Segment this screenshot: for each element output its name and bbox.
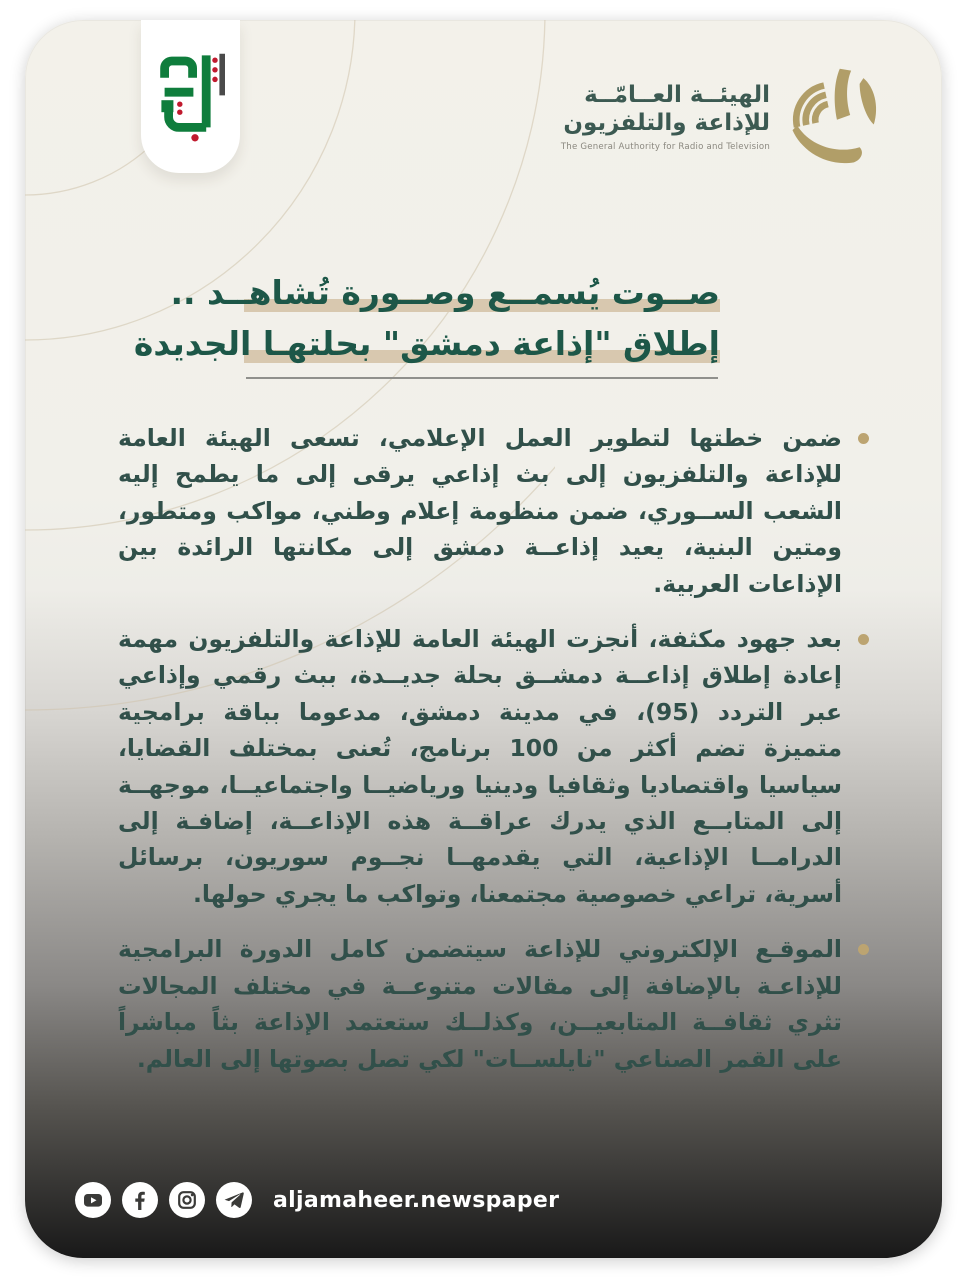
article-body — [118, 420, 842, 1096]
authority-name — [561, 81, 770, 152]
aljamaheer-logo-badge — [141, 20, 240, 173]
paragraph-3: الموقـع الإلكتروني للإذاعة سيتضمن كامل الدورة البرامجية للإذاعـة بالإضافة إلى مقالات متنوعــة في مختلف المجالات تثري ثقافــة المتابعيــن، وكذلــك ستعتمد الإذاعة بثاً مباشراً على القمر الصناعي "نايلســات" لكي تصل بصوتها إلى العالم. — [118, 931, 842, 1077]
bullet-dot — [858, 944, 869, 955]
facebook-icon[interactable] — [122, 1182, 158, 1218]
authority-name-line1: الهيئــة العــامّــة — [584, 81, 770, 108]
article-title-line1: صــوت يُسمــع وصــورة تُشاهــد .. — [170, 273, 720, 312]
paragraph-1: ضمن خطتها لتطوير العمل الإعلامي، تسعى الهيئة العامة للإذاعة والتلفزيون إلى بث إذاعي يرقى إلى ما يطمح إليه الشعب الســوري، ضمن منظومة إعلام وطني، مواكب ومتطور، ومتين البنية، يعيد إذاعــة دمشق إلى مكانتها الرائدة بين الإذاعات العربية. — [118, 420, 842, 602]
authority-logo — [561, 62, 888, 170]
authority-radio-tv-icon — [784, 62, 888, 170]
bullet-dot — [858, 634, 869, 645]
title-divider — [246, 377, 718, 379]
telegram-icon[interactable] — [216, 1182, 252, 1218]
youtube-icon[interactable] — [75, 1182, 111, 1218]
authority-name-english: The General Authority for Radio and Television — [560, 141, 770, 152]
instagram-icon[interactable] — [169, 1182, 205, 1218]
authority-name-line2: للإذاعة والتلفزيون — [563, 109, 770, 136]
bullet-dot — [858, 433, 869, 444]
article-title-line2: إطلاق "إذاعة دمشق" بحلتهـا الجديدة — [133, 324, 720, 363]
article-title — [133, 267, 720, 369]
paragraph-2: بعد جهود مكثفة، أنجزت الهيئة العامة للإذاعة والتلفزيون مهمة إعادة إطلاق إذاعــة دمشــق بحلة جديــدة، ببث رقمي وإذاعي عبر التردد (95)، في مدينة دمشق، مدعوما بباقة برامجية متميزة تضم أكثر من 100 برنامج، تُعنى بمختلف القضايا، سياسيا واقتصاديا وثقافيا ودينيا ورياضيــا واجتماعيــا، موجهــة إلى المتابــع الذي يدرك عراقــة هذه الإذاعــة، إضافـة إلى الدرامــا الإذاعية، التي يقدمهــا نجــوم سوريون، برسائل أسرية، تراعي خصوصية مجتمعنا، وتواكب ما يجري حولها. — [118, 621, 842, 912]
gradient-card — [25, 20, 942, 1258]
aljamaheer-kufic-logo-icon — [155, 45, 227, 149]
footer-handle[interactable]: aljamaheer.newspaper — [273, 1187, 560, 1213]
social-footer — [75, 1182, 559, 1218]
